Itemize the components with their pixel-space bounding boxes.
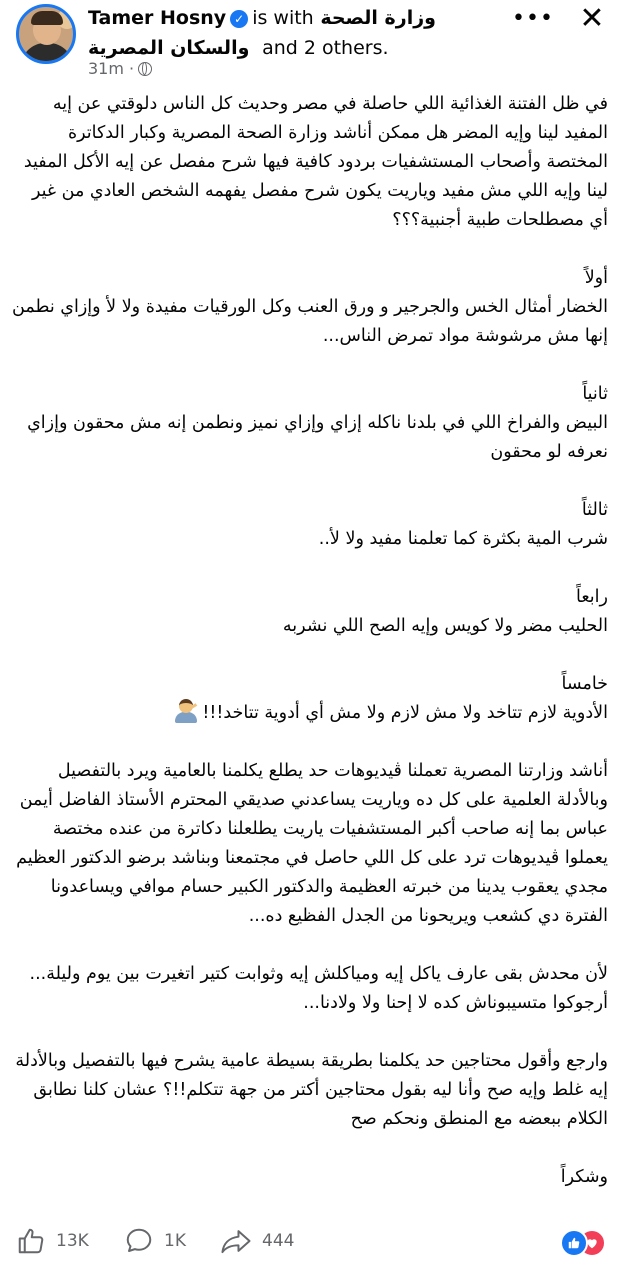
globe-icon [138,62,152,76]
close-icon: ✕ [579,1,605,36]
post-paragraph: أرجوكوا متسيبوناش كده لا إحنا ولا ولادنا... [303,993,608,1013]
like-button[interactable] [16,1224,89,1258]
and-others-link[interactable]: and 2 others. [262,37,389,59]
post-paragraph: في ظل الفتنة الغذائية اللي حاصلة في مصر وحديث كل الناس دلوقتي عن إيه المفيد لينا وإيه المضر هل ممكن أناشد وزارة الصحة المصرية وكبار الدكاترة المختصة وأصحاب المستشفيات بردود كافية فيها شرح مفصل عن إيه الأكل المفيد لينا وإيه اللي مش مفيد وياريت يكون شرح مفصل يفهمه الشخص العادي من غير أي مصطلحات طبية أجنبية؟؟؟ [23,94,608,230]
author-name[interactable]: Tamer Hosny [88,7,227,29]
reactions-summary[interactable] [560,1229,608,1255]
man-shrugging-emoji-icon [174,699,198,723]
post-paragraph: خامساً [561,674,608,694]
share-count: 444 [262,1231,295,1251]
post-paragraph: أناشد وزارتنا المصرية تعملنا ڤيديوهات حد يطلع يكلمنا بالعامية ويرد بالتفصيل وبالأدلة العلمية على كل ده وياريت يساعدني صديقي المحترم الأستاذ الفاضل أيمن عباس بما إنه صاحب أكبر المستشفيات ياريت يطلعلنا دكاترة من عنده مختصة يعملوا ڤيديوهات ترد على كل اللي حاصل في مجتمعنا وبناشد برضو الدكتور العظيم مجدي يعقوب يدينا من خبرته العظيمة والدكتور الكبير حسام موافي ويساعدونا الفترة دي كشعب ويريحونا من الجدل الفظيع ده... [16,761,608,926]
post-paragraph: ثانياً [582,384,608,404]
post-paragraph: رابعاً [576,587,608,607]
post-time[interactable]: 31m [88,59,124,78]
post-paragraph: وشكراً [560,1167,608,1187]
tagged-page-2[interactable]: والسكان المصرية [88,37,250,59]
post-paragraph: الحليب مضر ولا كويس وإيه الصح اللي نشربه [282,616,608,636]
post-paragraph: ثالثاً [581,500,608,520]
share-button[interactable] [220,1224,294,1258]
avatar[interactable] [16,4,76,64]
post-paragraph: وارجع وأقول محتاجين حد يكلمنا بطريقة بسيطة عامية يشرح فيها بالتفصيل وبالأدلة إيه غلط وإيه صح وأنا ليه بقول محتاجين أكتر من جهة تتكلم!!؟ عشان كلنا نطابق الكلام ببعضه مع المنطق ونحكم صح [15,1051,608,1129]
like-reaction-icon [560,1229,588,1257]
verified-badge-icon: ✓ [230,10,248,28]
is-with-text: is with [252,7,314,29]
post-paragraph: الخضار أمثال الخس والجرجير و ورق العنب وكل الورقيات مفيدة ولا لأ وإزاي نطمن إنها مش مرشوشة مواد تمرض الناس... [12,297,608,346]
post-paragraph: البيض والفراخ اللي في بلدنا ناكله إزاي وإزاي نميز ونطمن إنه مش محقون وإزاي نعرفه لو محقون [27,413,608,462]
comment-icon [124,1226,154,1256]
post-paragraph: أولاً [584,268,608,288]
post-title [88,4,508,64]
thumbs-up-icon [16,1226,46,1256]
post-header [0,0,624,92]
share-arrow-icon [220,1226,252,1256]
comment-count: 1K [164,1231,186,1251]
comment-button[interactable] [124,1224,186,1258]
post-actions [0,1216,624,1266]
more-horizontal-icon: ••• [512,6,554,31]
post-meta: 31m · [88,58,152,80]
post-paragraph: لأن محدش بقى عارف ياكل إيه ومياكلش إيه وثوابت كتير اتغيرت بين يوم وليلة... [29,964,608,984]
tagged-page-1[interactable]: وزارة الصحة [320,7,436,29]
post-paragraph-with-emoji: الأدوية لازم تتاخد ولا مش لازم ولا مش أي أدوية تتاخد!!! [8,699,608,728]
post-paragraph: شرب المية بكثرة كما تعلمنا مفيد ولا لأ.. [318,529,608,549]
like-count: 13K [56,1231,89,1251]
post-body [8,90,608,1192]
more-options-button[interactable] [512,6,554,34]
close-button[interactable] [574,2,610,38]
